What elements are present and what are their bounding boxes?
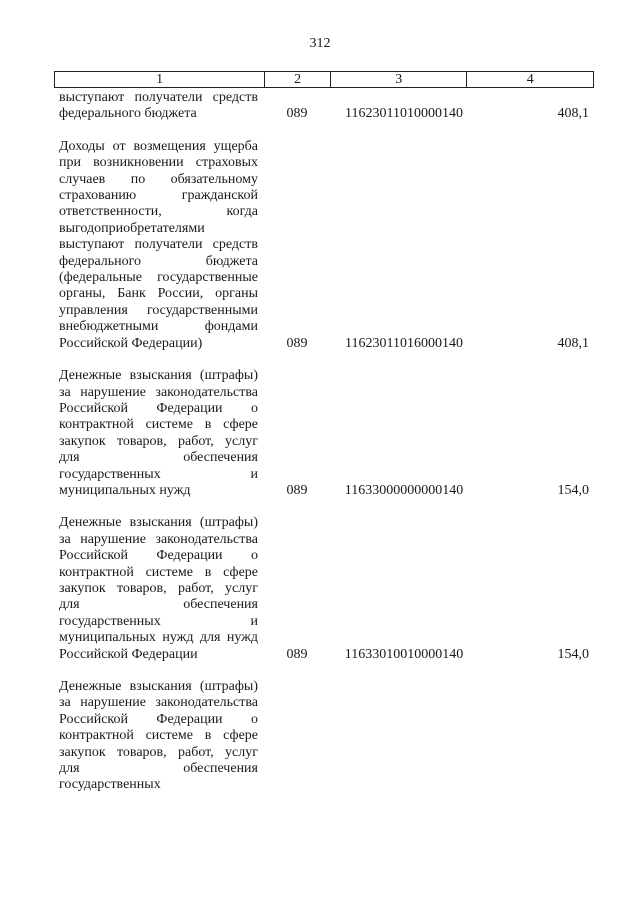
table-row	[0, 368, 640, 499]
table-row	[0, 679, 640, 794]
table-header	[54, 71, 594, 88]
row-description: Денежные взыскания (штрафы) за нарушение законодательства Российской Федерации о контрактной системе в сфере закупок товаров, работ, услуг для обеспечения государственных	[59, 679, 258, 793]
table-row	[0, 90, 640, 123]
row-description: Денежные взыскания (штрафы) за нарушение законодательства Российской Федерации о контрактной системе в сфере закупок товаров, работ, услуг для обеспечения государственных и муниципальных нужд для нужд Российской Федерации	[59, 515, 258, 662]
column-header-4: 4	[466, 72, 593, 87]
table-row	[0, 139, 640, 352]
row-code: 089	[286, 106, 308, 122]
row-kbk: 11623011016000140	[345, 335, 463, 351]
row-kbk: 11623011010000140	[345, 106, 463, 122]
table-row	[0, 515, 640, 663]
row-kbk: 11633010010000140	[344, 646, 464, 662]
row-amount: 408,1	[557, 335, 589, 351]
row-amount: 154,0	[557, 482, 589, 498]
column-header-1: 1	[156, 72, 164, 87]
row-amount: 408,1	[557, 106, 589, 122]
column-header-2: 2	[264, 72, 330, 87]
row-code: 089	[286, 335, 308, 351]
page-number: 312	[309, 36, 331, 51]
row-description: выступают получатели средств федерального бюджета	[59, 90, 258, 122]
column-header-3: 3	[330, 72, 467, 87]
row-kbk: 11633000000000140	[344, 482, 464, 498]
row-amount: 154,0	[557, 646, 589, 662]
row-description: Денежные взыскания (штрафы) за нарушение законодательства Российской Федерации о контрактной системе в сфере закупок товаров, работ, услуг для обеспечения государственных и муниципальных нужд	[59, 368, 258, 498]
table-body	[0, 90, 640, 810]
row-code: 089	[286, 646, 308, 662]
row-description: Доходы от возмещения ущерба при возникновении страховых случаев по обязательному страхованию гражданской ответственности, когда выгодоприобретателями выступают получатели средств федерального бюджета (федеральные государственные органы, Банк России, органы управления государственными внебюджетными фондами Российской Федерации)	[59, 138, 258, 351]
row-code: 089	[286, 482, 308, 498]
